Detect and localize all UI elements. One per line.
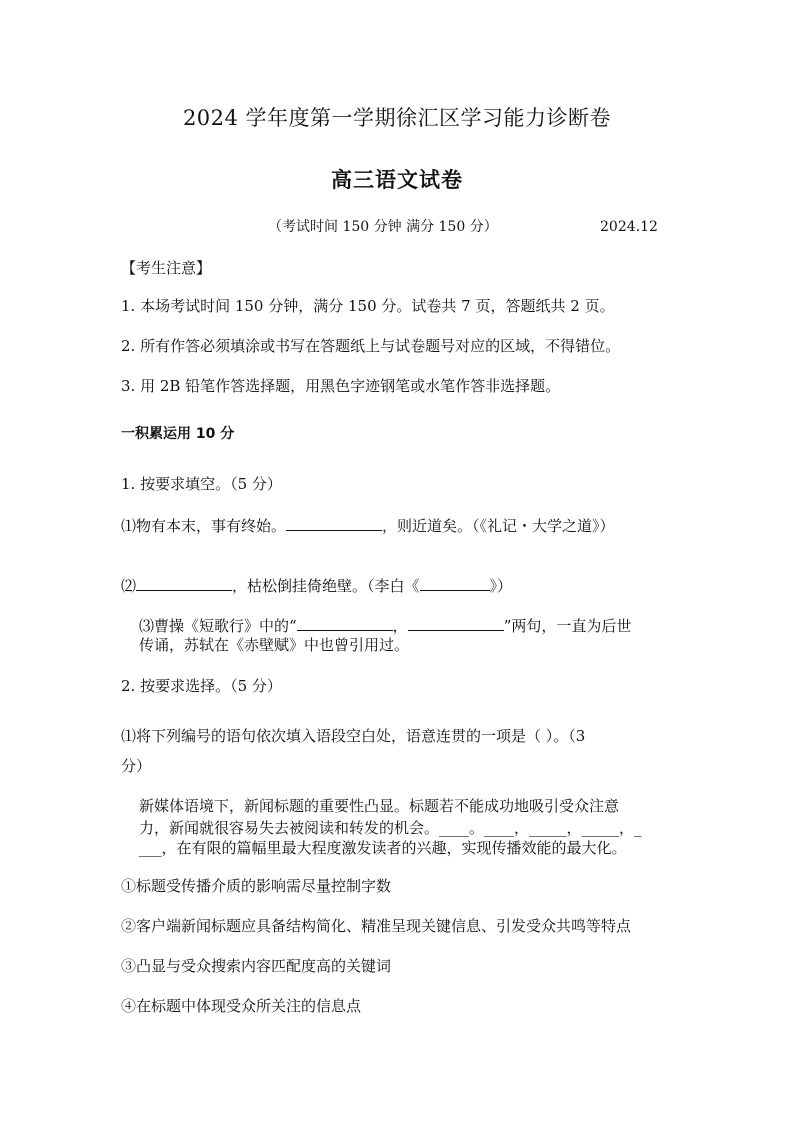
section-heading: 一积累运用 10 分 <box>121 426 235 442</box>
exam-date: 2024.12 <box>600 219 658 235</box>
q1-p2-text-b: ，枯松倒挂倚绝壁。（李白《 <box>232 577 420 595</box>
option-1: ①标题受传播介质的影响需尽量控制字数 <box>121 877 392 895</box>
q1-p1-text-b: ，则近道矣。（《礼记・大学之道》） <box>382 517 615 535</box>
q1-p3-text-c: ”两句，一直为后世 <box>503 617 632 635</box>
passage-line-2: 力，新闻就很容易失去被阅读和转发的机会。____。____，_____，_____，_ <box>139 819 642 837</box>
question-1-part-2 <box>121 574 512 596</box>
notice-item-1: 1. 本场考试时间 150 分钟，满分 150 分。试卷共 7 页，答题纸共 2 页。 <box>121 297 615 315</box>
question-1-part-1 <box>121 514 615 536</box>
passage-line-1: 新媒体语境下，新闻标题的重要性凸显。标题若不能成功地吸引受众注意 <box>139 797 620 815</box>
question-2-part-1-cont: 分） <box>121 757 152 775</box>
answer-blank[interactable] <box>136 574 232 591</box>
question-2-stem: 2. 按要求选择。（5 分） <box>121 677 282 695</box>
exam-title: 2024 学年度第一学期徐汇区学习能力诊断卷 <box>182 106 612 130</box>
answer-blank[interactable] <box>420 574 490 591</box>
option-4: ④在标题中体现受众所关注的信息点 <box>121 997 362 1015</box>
question-1-stem: 1. 按要求填空。（5 分） <box>121 475 282 493</box>
notice-item-3: 3. 用 2B 铅笔作答选择题，用黑色字迹钢笔或水笔作答非选择题。 <box>121 377 561 395</box>
question-2-part-1: ⑴将下列编号的语句依次填入语段空白处，语意连贯的一项是（ ）。（3 <box>121 727 586 745</box>
question-1-part-3-cont: 传诵，苏轼在《赤壁赋》中也曾引用过。 <box>139 636 410 654</box>
q1-p3-text-b: ， <box>392 617 408 635</box>
notice-item-2: 2. 所有作答必须填涂或书写在答题纸上与试卷题号对应的区域，不得错位。 <box>121 337 621 355</box>
option-2: ②客户端新闻标题应具备结构简化、精准呈现关键信息、引发受众共鸣等特点 <box>121 917 632 935</box>
option-3: ③凸显与受众搜索内容匹配度高的关键词 <box>121 957 392 975</box>
answer-blank[interactable] <box>408 614 504 631</box>
q1-p2-text-c: 》） <box>489 577 513 595</box>
q1-p2-text-a: ⑵ <box>121 577 137 595</box>
answer-blank[interactable] <box>286 514 382 531</box>
q1-p3-text-a: ⑶曹操《短歌行》中的“ <box>139 617 297 635</box>
exam-subtitle: 高三语文试卷 <box>331 168 463 192</box>
answer-blank[interactable] <box>297 614 393 631</box>
passage-line-3: ___，在有限的篇幅里最大程度激发读者的兴趣，实现传播效能的最大化。 <box>139 839 627 857</box>
exam-info: （考试时间 150 分钟 满分 150 分） <box>268 219 498 235</box>
question-1-part-3 <box>139 614 631 636</box>
q1-p1-text-a: ⑴物有本末，事有终始。 <box>121 517 287 535</box>
notice-heading: 【考生注意】 <box>121 259 212 277</box>
